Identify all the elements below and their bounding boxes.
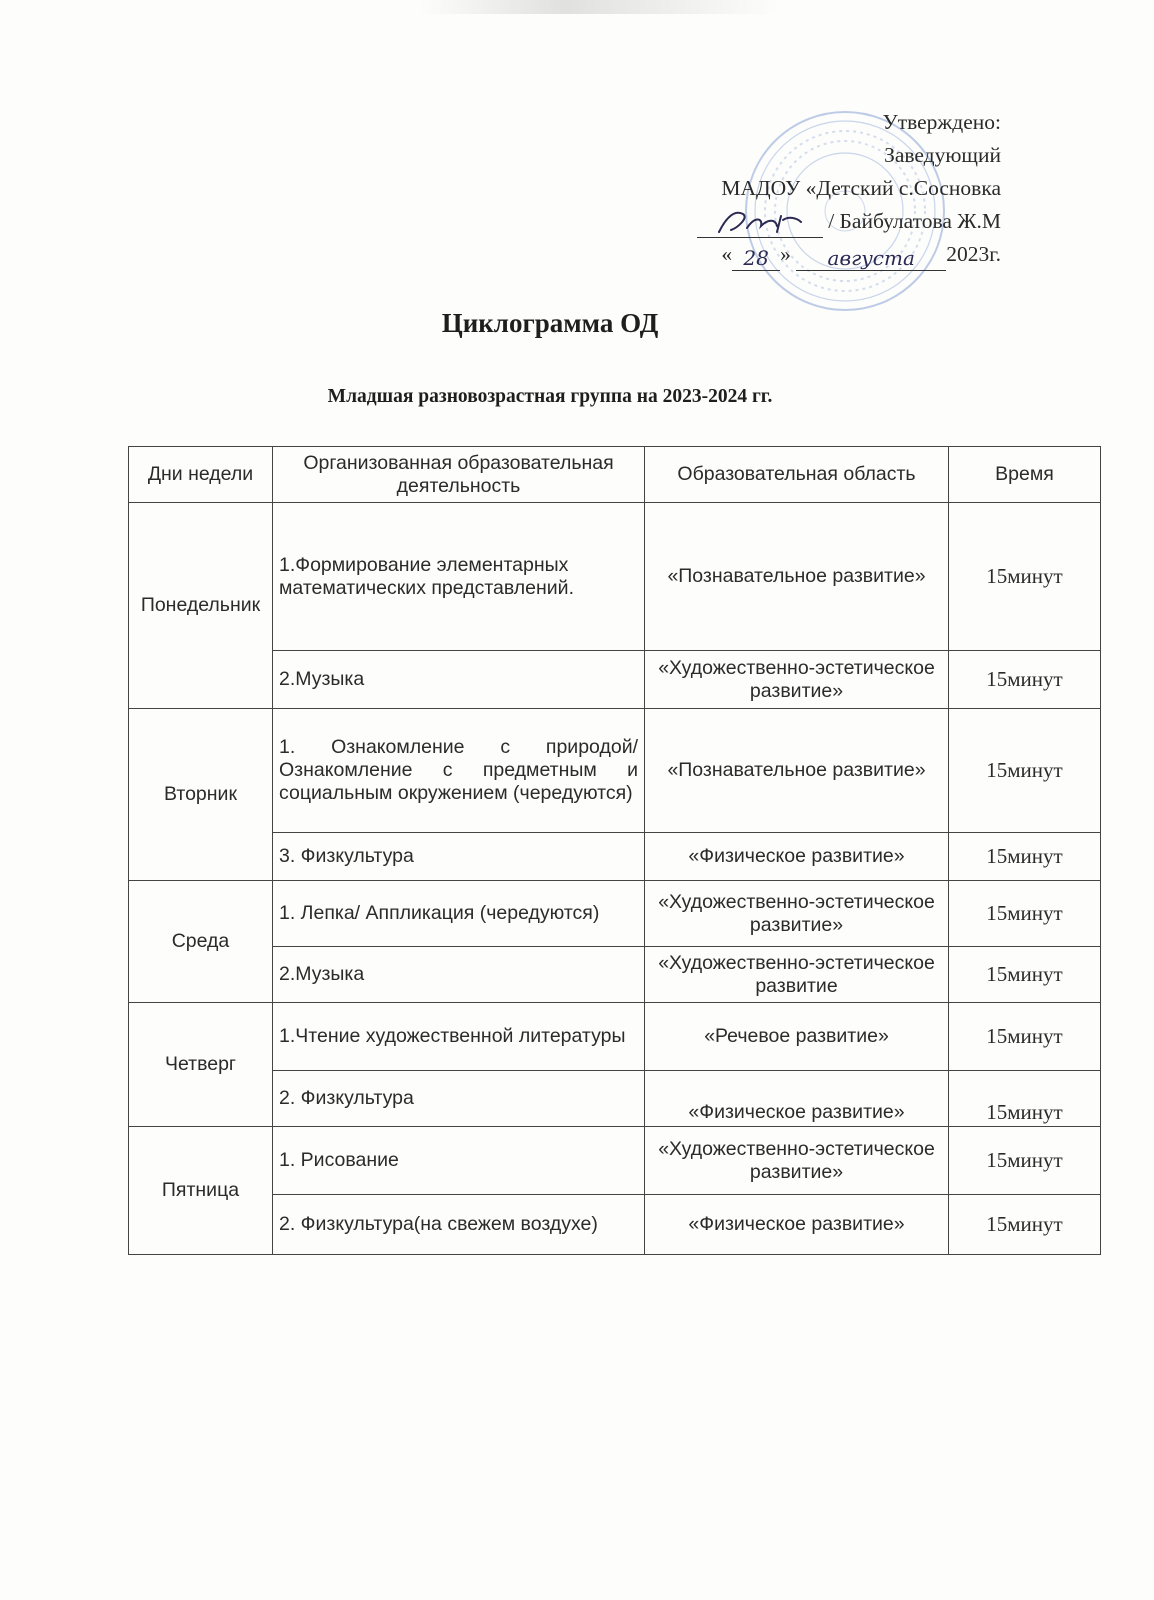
time-cell: 15минут xyxy=(949,1127,1101,1195)
time-cell: 15минут xyxy=(949,1195,1101,1255)
header-day: Дни недели xyxy=(129,447,273,503)
activity-cell: 2. Физкультура xyxy=(273,1071,645,1127)
time-cell: 15минут xyxy=(949,881,1101,947)
document-title: Циклограмма ОД xyxy=(441,308,659,338)
date-quote-close: » xyxy=(780,242,791,266)
signature-line xyxy=(541,205,1001,238)
table-row xyxy=(129,1071,1101,1127)
day-cell: Четверг xyxy=(129,1003,273,1127)
table-row xyxy=(129,881,1101,947)
header-activity: Организованная образовательная деятельность xyxy=(273,447,645,503)
approval-date xyxy=(541,238,1001,271)
signature-field xyxy=(697,209,823,238)
day-cell: Среда xyxy=(129,881,273,1003)
activity-cell: 2.Музыка xyxy=(273,947,645,1003)
table-row xyxy=(129,1127,1101,1195)
activity-cell: 1. Рисование xyxy=(273,1127,645,1195)
time-cell: 15минут xyxy=(949,1003,1101,1071)
date-day: 28 xyxy=(732,242,780,271)
table-row xyxy=(129,1195,1101,1255)
area-cell: «Художественно-эстетическое развитие» xyxy=(645,881,949,947)
approval-block xyxy=(541,106,1001,271)
handwritten-signature-icon xyxy=(697,206,823,236)
schedule-table xyxy=(128,446,1101,1255)
table-row xyxy=(129,1003,1101,1071)
table-row xyxy=(129,947,1101,1003)
time-cell: 15минут xyxy=(949,503,1101,651)
area-cell: «Физическое развитие» xyxy=(645,1071,949,1127)
area-cell: «Физическое развитие» xyxy=(645,1195,949,1255)
area-cell: «Речевое развитие» xyxy=(645,1003,949,1071)
activity-cell: 1. Ознакомление с природой/ Ознакомление с предметным и социальным окружением (чередуются) xyxy=(273,709,645,833)
approval-heading: Утверждено: xyxy=(882,110,1001,134)
day-cell: Вторник xyxy=(129,709,273,881)
table-header-row xyxy=(129,447,1101,503)
date-quote-open: « xyxy=(721,242,733,266)
activity-cell: 1.Формирование элементарных математических представлений. xyxy=(273,503,645,651)
area-cell: «Художественно-эстетическое развитие» xyxy=(645,651,949,709)
signature-name: / Байбулатова Ж.М xyxy=(828,209,1001,233)
date-year: 2023г. xyxy=(946,242,1001,266)
header-area: Образовательная область xyxy=(645,447,949,503)
activity-cell: 1.Чтение художественной литературы xyxy=(273,1003,645,1071)
activity-cell: 3. Физкультура xyxy=(273,833,645,881)
activity-cell: 2. Физкультура(на свежем воздухе) xyxy=(273,1195,645,1255)
scan-artifact xyxy=(420,0,780,14)
activity-cell: 1. Лепка/ Аппликация (чередуются) xyxy=(273,881,645,947)
area-cell: «Художественно-эстетическое развитие xyxy=(645,947,949,1003)
area-cell: «Физическое развитие» xyxy=(645,833,949,881)
table-row xyxy=(129,709,1101,833)
day-cell: Понедельник xyxy=(129,503,273,709)
activity-cell: 2.Музыка xyxy=(273,651,645,709)
table-row xyxy=(129,651,1101,709)
approval-position: Заведующий xyxy=(884,143,1001,167)
time-cell: 15минут xyxy=(949,709,1101,833)
time-cell: 15минут xyxy=(949,651,1101,709)
area-cell: «Художественно-эстетическое развитие» xyxy=(645,1127,949,1195)
area-cell: «Познавательное развитие» xyxy=(645,503,949,651)
day-cell: Пятница xyxy=(129,1127,273,1255)
time-cell: 15минут xyxy=(949,1071,1101,1127)
table-row xyxy=(129,833,1101,881)
date-month: августа xyxy=(796,242,946,271)
document-subtitle: Младшая разновозрастная группа на 2023-2024 гг. xyxy=(327,386,773,407)
time-cell: 15минут xyxy=(949,947,1101,1003)
table-row xyxy=(129,503,1101,651)
approval-organization: МАДОУ «Детский с.Сосновка xyxy=(721,176,1001,200)
time-cell: 15минут xyxy=(949,833,1101,881)
header-time: Время xyxy=(949,447,1101,503)
area-cell: «Познавательное развитие» xyxy=(645,709,949,833)
